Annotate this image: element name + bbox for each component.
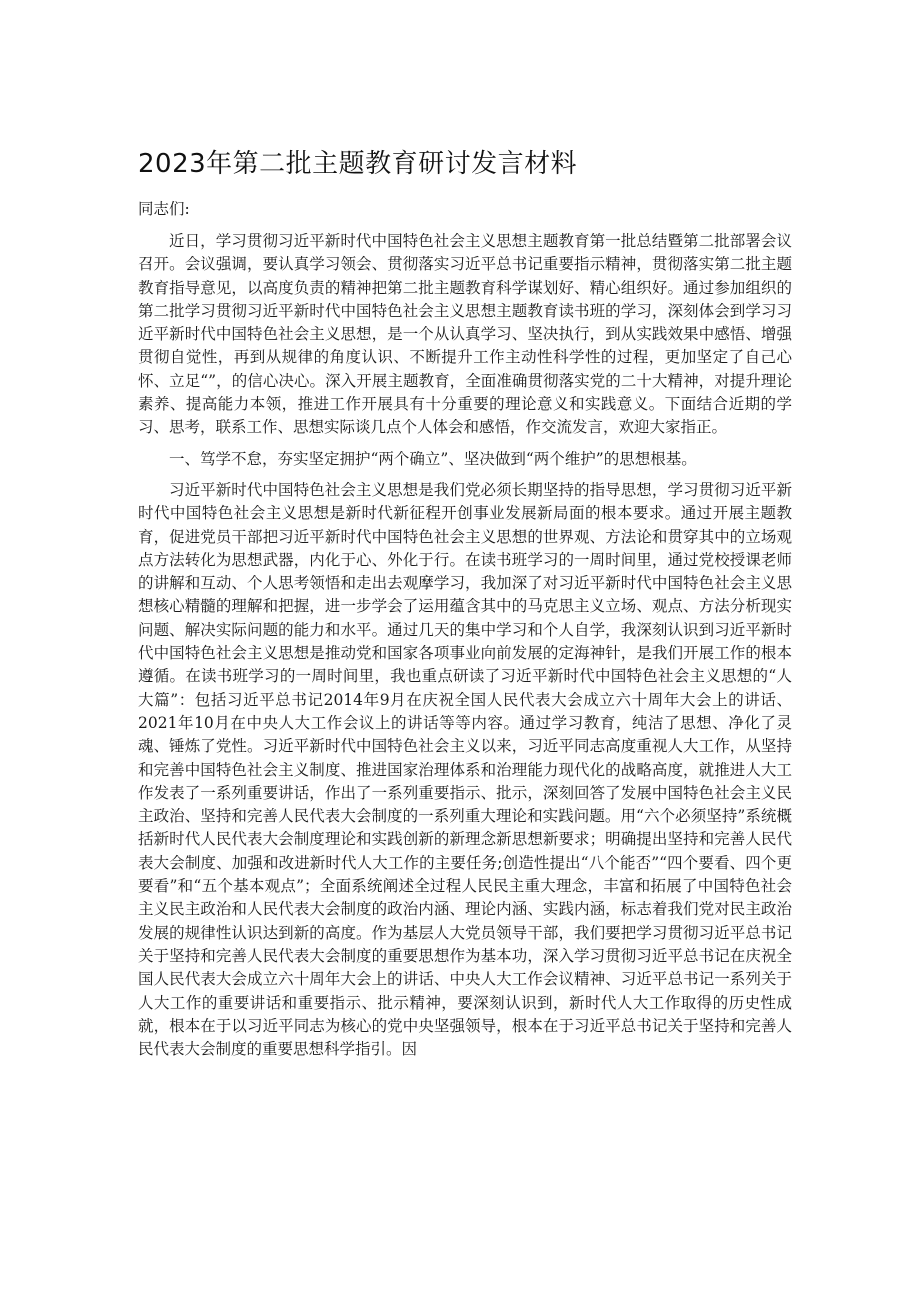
paragraph-intro: 近日，学习贯彻习近平新时代中国特色社会主义思想主题教育第一批总结暨第二批部署会议召开。会议强调，要认真学习领会、贯彻落实习近平总书记重要指示精神，贯彻落实第二批主题教育指导意见，以高度负责的精神把第二批主题教育科学谋划好、精心组织好。通过参加组织的第二批学习贯彻习近平新时代中国特色社会主义思想主题教育读书班的学习，深刻体会到学习习近平新时代中国特色社会主义思想，是一个从认真学习、坚决执行，到从实践效果中感悟、增强贯彻自觉性，再到从规律的角度认识、不断提升工作主动性科学性的过程，更加坚定了自己心怀、立足“”，的信心决心。深入开展主题教育，全面准确贯彻落实党的二十大精神，对提升理论素养、提高能力本领，推进工作开展具有十分重要的理论意义和实践意义。下面结合近期的学习、思考，联系工作、思想实际谈几点个人体会和感悟，作交流发言，欢迎大家指正。 — [138, 232, 792, 437]
salutation: 同志们: — [138, 200, 190, 218]
paragraph-section-1: 习近平新时代中国特色社会主义思想是我们党必须长期坚持的指导思想，学习贯彻习近平新时代中国特色社会主义思想是新时代新征程开创事业发展新局面的根本要求。通过开展主题教育，促进党员干部把习近平新时代中国特色社会主义思想的世界观、方法论和贯穿其中的立场观点方法转化为思想武器，内化于心、外化于行。在读书班学习的一周时间里，通过党校授课老师的讲解和互动、个人思考领悟和走出去观摩学习，我加深了对习近平新时代中国特色社会主义思想核心精髓的理解和把握，进一步学会了运用蕴含其中的马克思主义立场、观点、方法分析现实问题、解决实际问题的能力和水平。通过几天的集中学习和个人自学，我深刻认识到习近平新时代中国特色社会主义思想是推动党和国家各项事业向前发展的定海神针，是我们开展工作的根本遵循。在读书班学习的一周时间里，我也重点研读了习近平新时代中国特色社会主义思想的“人大篇”：包括习近平总书记2014年9月在庆祝全国人民代表大会成立六十周年大会上的讲话、2021年10月在中央人大工作会议上的讲话等等内容。通过学习教育，纯洁了思想、净化了灵魂、锤炼了党性。习近平新时代中国特色社会主义以来，习近平同志高度重视人大工作，从坚持和完善中国特色社会主义制度、推进国家治理体系和治理能力现代化的战略高度，就推进人大工作发表了一系列重要讲话，作出了一系列重要指示、批示，深刻回答了发展中国特色社会主义民主政治、坚持和完善人民代表大会制度的一系列重大理论和实践问题。用“六个必须坚持”系统概括新时代人民代表大会制度理论和实践创新的新理念新思想新要求；明确提出坚持和完善人民代表大会制度、加强和改进新时代人大工作的主要任务;创造性提出“八个能否”“四个要看、四个更要看”和“五个基本观点”；全面系统阐述全过程人民民主重大理念，丰富和拓展了中国特色社会主义民主政治和人民代表大会制度的政治内涵、理论内涵、实践内涵，标志着我们党对民主政治发展的规律性认识达到新的高度。作为基层人大党员领导干部，我们要把学习贯彻习近平总书记关于坚持和完善人民代表大会制度的重要思想作为基本功，深入学习贯彻习近平总书记在庆祝全国人民代表大会成立六十周年大会上的讲话、中央人大工作会议精神、习近平总书记一系列关于人大工作的重要讲话和重要指示、批示精神，要深刻认识到，新时代人大工作取得的历史性成就，根本在于以习近平同志为核心的党中央坚强领导，根本在于习近平总书记关于坚持和完善人民代表大会制度的重要思想科学指引。因 — [138, 480, 792, 1059]
document-title: 2023年第二批主题教育研讨发言材料 — [138, 149, 578, 179]
section-heading-1: 一、笃学不怠，夯实坚定拥护“两个确立”、坚决做到“两个维护”的思想根基。 — [169, 449, 697, 468]
document-body — [138, 230, 792, 1061]
